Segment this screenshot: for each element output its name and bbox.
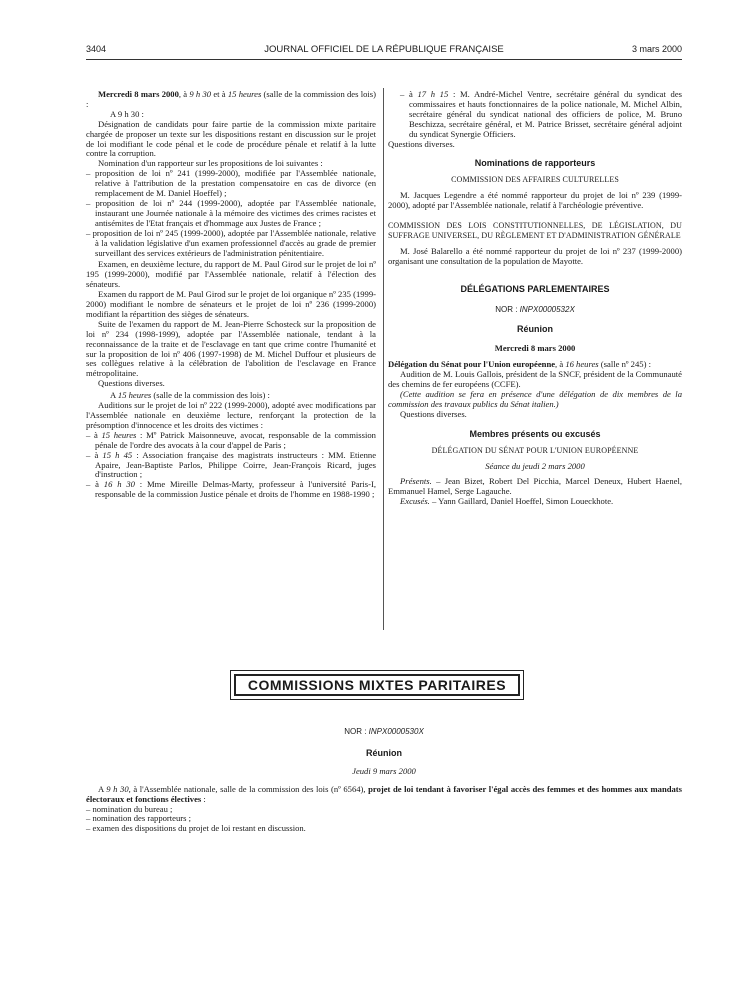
left-column: [86, 90, 376, 500]
balarello-paragraph: M. José Balarello a été nommé rapporteur du projet de loi nº 237 (1999-2000) organisant une consultation de la population de Mayotte.: [388, 245, 682, 266]
nor-reference: NOR : INPX0000530X: [344, 727, 424, 736]
reunion-heading: Réunion: [517, 323, 553, 334]
paragraph-slavery: Suite de l'examen du rapport de M. Jean-Pierre Schosteck sur la proposition de loi nº 234 (1998-1999), adoptée par l'Assemblée nationale, tendant à la reconnaissance de la traite et de l'esclavage en tant que crime contre l'humanité et sur la proposition de loi nº 406 (1997-1998) de M. Michel Duffour et plusieurs de ses collègues relative à la célébration de l'abolition de l'esclavage en France métropolitaine.: [86, 318, 376, 379]
questions-diverses: Questions diverses.: [388, 138, 455, 149]
delegation-ue-heading: DÉLÉGATION DU SÉNAT POUR L'UNION EUROPÉENNE: [431, 445, 639, 455]
column-divider: [383, 88, 384, 630]
hearing-item: – à 15 heures : Mº Patrick Maisonneuve, avocat, responsable de la commission pénale de l'ordre des avocats à la cour d'appel de Paris ;: [86, 429, 376, 450]
list-item: – nomination des rapporteurs ;: [86, 813, 192, 824]
nor-reference: NOR : INPX0000532X: [495, 304, 575, 314]
audition-gallois: Audition de M. Louis Gallois, président de la SNCF, président de la Communauté des chemins de fer européens (CCFE).: [388, 369, 682, 390]
questions-diverses: Questions diverses.: [400, 408, 467, 419]
cmp-intro: A 9 h 30, à l'Assemblée nationale, salle de la commission des lois (nº 6564), projet de loi tendant à favoriser l'égal accès des femmes et des hommes aux mandats électoraux et fonctions électives :: [86, 783, 683, 804]
meeting-date: Jeudi 9 mars 2000: [352, 765, 416, 776]
paragraph-election: Examen, en deuxième lecture, du rapport de M. Paul Girod sur le projet de loi nº 195 (1999-2000), modifié par l'Assemblée nationale, relatif à l'élection des sénateurs.: [86, 259, 376, 290]
questions-diverses: Questions diverses.: [98, 378, 165, 389]
delegations-heading: DÉLÉGATIONS PARLEMENTAIRES: [460, 283, 610, 294]
presents-line: Présents. – Jean Bizet, Robert Del Picchia, Marcel Deneux, Hubert Haenel, Emmanuel Hamel, Serge Lagauche.: [388, 476, 682, 497]
audition-note: (Cette audition se fera en présence d'une délégation de dix membres de la commission des travaux publics du Sénat italien.): [388, 389, 682, 409]
running-header: [86, 44, 682, 58]
nomination-paragraph: Nomination d'un rapporteur sur les propositions de loi suivantes :: [98, 158, 323, 169]
meeting-date: Mercredi 8 mars 2000: [494, 343, 576, 354]
paragraph-senators: Examen du rapport de M. Paul Girod sur le projet de loi organique nº 235 (1999-2000) modifiant le nombre de sénateurs et le projet de loi nº 236 (1999-2000) modifiant la répartition des sièges de sénateurs.: [86, 289, 376, 319]
hearing-item: – à 17 h 15 : M. André-Michel Ventre, secrétaire général du syndicat des commissaires et hauts fonctionnaires de la police nationale, M. Michel Albin, secrétaire général du syndicat national des officiers de police, M. Bruno Beschizza, secrétaire général, et M. Patrice Brisset, secrétaire général adjoint du syndicat Synergie Officiers.: [400, 89, 682, 139]
time-heading-930: A 9 h 30 :: [110, 108, 144, 119]
reunion-heading: Réunion: [366, 747, 402, 758]
time-heading-15h: A 15 heures (salle de la commission des lois) :: [110, 390, 270, 401]
list-item: – nomination du bureau ;: [86, 803, 173, 814]
list-item: – proposition de loi nº 241 (1999-2000), modifiée par l'Assemblée nationale, relative à l'attribution de la prestation compensatoire en cas de divorce (en remplacement de M. Daniel Hoeffel) ;: [86, 168, 376, 199]
list-item: – proposition de loi nº 244 (1999-2000), adoptée par l'Assemblée nationale, instaurant une Journée nationale à la mémoire des victimes des crimes racistes et antisémites de l'Etat français et d'hommage aux Justes de France ;: [86, 197, 376, 228]
list-item: – examen des dispositions du projet de loi restant en discussion.: [86, 823, 306, 834]
membres-heading: Membres présents ou excusés: [469, 428, 601, 439]
right-column: [388, 90, 682, 507]
session-intro: Mercredi 8 mars 2000, à 9 h 30 et à 15 heures (salle de la commission des lois) :: [86, 89, 376, 109]
hearing-item: – à 16 h 30 : Mme Mireille Delmas-Marty, professeur à l'université Paris-I, responsable de la commission Justice pénale et droits de l'homme en 1988-1990 ;: [86, 479, 376, 500]
journal-title: JOURNAL OFFICIEL DE LA RÉPUBLIQUE FRANÇAISE: [264, 44, 504, 55]
header-date: 3 mars 2000: [631, 44, 682, 54]
hearing-item: – à 15 h 45 : Association française des magistrats instructeurs : MM. Etienne Apaire, Jean-Baptiste Parlos, Philippe Coirre, Jean-François Ricard, juges d'instruction ;: [86, 449, 377, 480]
designation-paragraph: Désignation de candidats pour faire partie de la commission mixte paritaire chargée de proposer un texte sur les dispositions restant en discussion sur le projet de loi modifiant le code pénal et le code de procédure pénale et relatif à la lutte contre la corruption.: [86, 118, 376, 159]
page-number: 3404: [86, 44, 107, 54]
nominations-heading: Nominations de rapporteurs: [474, 158, 596, 169]
list-item: – proposition de loi nº 245 (1999-2000), adoptée par l'Assemblée nationale, relative à la validation législative d'un examen professionnel d'accès au grade de premier surveillant des services extérieurs de l'administration pénitentiaire.: [86, 227, 376, 258]
delegation-session: Délégation du Sénat pour l'Union européenne, à 16 heures (salle nº 245) :: [388, 359, 651, 370]
legendre-paragraph: M. Jacques Legendre a été nommé rapporteur du projet de loi nº 239 (1999-2000), adopté par l'Assemblée nationale, relatif à l'archéologie préventive.: [388, 190, 682, 211]
excuses-line: Excusés. – Yann Gaillard, Daniel Hoeffel, Simon Loueckhote.: [400, 496, 614, 507]
section-title: COMMISSIONS MIXTES PARITAIRES: [234, 674, 520, 696]
cmp-section: [86, 727, 682, 834]
section-title-box: [230, 670, 524, 700]
header-rule: [86, 59, 682, 60]
auditions-paragraph: Auditions sur le projet de loi nº 222 (1999-2000), adopté avec modifications par l'Assemblée nationale en deuxième lecture, renforçant la protection de la présomption d'innocence et les droits des victimes :: [86, 400, 376, 430]
commission-lois-heading: COMMISSION DES LOIS CONSTITUTIONNELLES, DE LÉGISLATION, DU SUFFRAGE UNIVERSEL, DU RÈGLEMENT ET D'ADMINISTRATION GÉNÉRALE: [388, 221, 682, 240]
seance-date: Séance du jeudi 2 mars 2000: [485, 460, 585, 471]
commission-culturelles-heading: COMMISSION DES AFFAIRES CULTURELLES: [451, 175, 619, 185]
